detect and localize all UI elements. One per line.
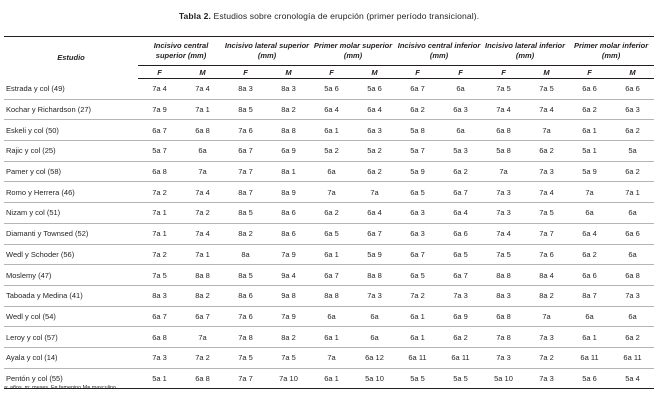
sex-header: M — [267, 66, 310, 79]
eruption-value: 8a 7 — [224, 182, 267, 203]
study-name: Eskeli y col (50) — [4, 120, 138, 141]
study-name: Pamer y col (58) — [4, 161, 138, 182]
eruption-value: 7a 3 — [138, 347, 181, 368]
eruption-value: 6a — [439, 120, 482, 141]
eruption-value: 6a — [568, 203, 611, 224]
eruption-value: 7a 2 — [138, 244, 181, 265]
eruption-value: 6a 2 — [439, 327, 482, 348]
eruption-value: 5a 10 — [353, 368, 396, 389]
eruption-value: 7a 6 — [224, 120, 267, 141]
study-name: Pentón y col (55) — [4, 368, 138, 389]
eruption-value: 7a 8 — [482, 327, 525, 348]
eruption-value: 8a 8 — [310, 285, 353, 306]
eruption-value: 7a 6 — [224, 306, 267, 327]
eruption-value: 7a 7 — [525, 223, 568, 244]
eruption-value: 7a 3 — [482, 347, 525, 368]
eruption-value: 6a 6 — [611, 223, 654, 244]
study-name: Leroy y col (57) — [4, 327, 138, 348]
eruption-value: 6a 7 — [353, 223, 396, 244]
eruption-value: 8a 6 — [267, 203, 310, 224]
sex-header: F — [310, 66, 353, 79]
eruption-value: 6a 2 — [310, 203, 353, 224]
footnote: a: años. m: meses. F= femenino M= masculino — [4, 385, 117, 391]
table-row — [4, 203, 654, 224]
eruption-value: 6a 8 — [482, 306, 525, 327]
eruption-value: 7a 5 — [224, 347, 267, 368]
eruption-value: 7a 1 — [611, 182, 654, 203]
table-row — [4, 120, 654, 141]
eruption-value: 8a 2 — [181, 285, 224, 306]
table-row — [4, 79, 654, 100]
eruption-value: 5a 3 — [439, 141, 482, 162]
eruption-value: 7a 3 — [525, 161, 568, 182]
eruption-value: 9a 4 — [267, 265, 310, 286]
eruption-value: 7a — [181, 161, 224, 182]
eruption-value: 7a 4 — [482, 99, 525, 120]
study-name: Ayala y col (14) — [4, 347, 138, 368]
eruption-value: 6a 3 — [396, 203, 439, 224]
eruption-value: 5a 1 — [138, 368, 181, 389]
eruption-value: 7a 3 — [482, 203, 525, 224]
eruption-value: 8a 3 — [482, 285, 525, 306]
eruption-value: 7a 4 — [525, 99, 568, 120]
eruption-value: 7a 7 — [224, 161, 267, 182]
eruption-value: 6a 5 — [396, 182, 439, 203]
eruption-value: 8a 8 — [181, 265, 224, 286]
study-name: Kochar y Richardson (27) — [4, 99, 138, 120]
table-row — [4, 161, 654, 182]
eruption-value: 8a 2 — [267, 99, 310, 120]
eruption-value: 8a 3 — [224, 79, 267, 100]
eruption-value: 7a 2 — [525, 347, 568, 368]
sex-header: M — [525, 66, 568, 79]
eruption-value: 8a 1 — [267, 161, 310, 182]
eruption-value: 7a 2 — [181, 203, 224, 224]
eruption-value: 6a 7 — [138, 306, 181, 327]
group-header: Incisivo lateral superior (mm) — [224, 37, 310, 66]
eruption-value: 6a 7 — [138, 120, 181, 141]
eruption-value: 8a 8 — [353, 265, 396, 286]
eruption-value: 6a 7 — [310, 265, 353, 286]
eruption-value: 6a 2 — [353, 161, 396, 182]
table-row — [4, 223, 654, 244]
eruption-value: 6a 5 — [439, 244, 482, 265]
table-row — [4, 99, 654, 120]
eruption-value: 7a 3 — [439, 285, 482, 306]
group-header: Primer molar superior (mm) — [310, 37, 396, 66]
eruption-value: 6a 4 — [353, 99, 396, 120]
eruption-value: 6a — [353, 327, 396, 348]
eruption-value: 6a 8 — [482, 120, 525, 141]
sex-header: F — [439, 66, 482, 79]
eruption-value: 7a 2 — [138, 182, 181, 203]
eruption-value: 5a 5 — [396, 368, 439, 389]
eruption-value: 6a — [611, 306, 654, 327]
eruption-value: 7a 5 — [525, 79, 568, 100]
study-name: Nizam y col (51) — [4, 203, 138, 224]
eruption-value: 8a — [224, 244, 267, 265]
eruption-value: 6a — [310, 161, 353, 182]
eruption-value: 6a 9 — [439, 306, 482, 327]
eruption-value: 8a 5 — [224, 203, 267, 224]
eruption-value: 8a 8 — [482, 265, 525, 286]
eruption-value: 6a — [439, 79, 482, 100]
eruption-value: 7a 3 — [525, 368, 568, 389]
eruption-value: 6a — [181, 141, 224, 162]
eruption-value: 6a 8 — [138, 161, 181, 182]
eruption-value: 5a 5 — [439, 368, 482, 389]
eruption-value: 6a 2 — [611, 120, 654, 141]
table-row — [4, 141, 654, 162]
study-name: Romo y Herrera (46) — [4, 182, 138, 203]
eruption-value: 6a 7 — [181, 306, 224, 327]
sex-header: F — [482, 66, 525, 79]
eruption-value: 6a 3 — [396, 223, 439, 244]
eruption-value: 8a 6 — [224, 285, 267, 306]
eruption-table — [4, 36, 654, 389]
eruption-value: 6a 3 — [611, 99, 654, 120]
eruption-value: 7a — [353, 182, 396, 203]
eruption-value: 7a — [181, 327, 224, 348]
eruption-value: 5a 8 — [396, 120, 439, 141]
group-header: Incisivo lateral inferior (mm) — [482, 37, 568, 66]
eruption-value: 7a 5 — [482, 244, 525, 265]
eruption-value: 6a 7 — [439, 265, 482, 286]
table-row — [4, 244, 654, 265]
eruption-value: 8a 3 — [138, 285, 181, 306]
study-header: Estudio — [4, 37, 138, 79]
eruption-value: 7a 10 — [267, 368, 310, 389]
study-name: Rajic y col (25) — [4, 141, 138, 162]
eruption-value: 6a 8 — [611, 265, 654, 286]
eruption-value: 7a 2 — [396, 285, 439, 306]
table-row — [4, 285, 654, 306]
eruption-value: 6a 5 — [396, 265, 439, 286]
eruption-value: 5a 9 — [396, 161, 439, 182]
eruption-value: 8a 3 — [267, 79, 310, 100]
sex-header: M — [181, 66, 224, 79]
eruption-value: 8a 4 — [525, 265, 568, 286]
eruption-value: 7a — [482, 161, 525, 182]
eruption-value: 5a 6 — [568, 368, 611, 389]
eruption-value: 7a 4 — [138, 79, 181, 100]
eruption-value: 5a 9 — [568, 161, 611, 182]
eruption-value: 6a 2 — [568, 244, 611, 265]
eruption-value: 8a 2 — [525, 285, 568, 306]
eruption-value: 6a 7 — [396, 79, 439, 100]
eruption-value: 6a 6 — [439, 223, 482, 244]
sex-header: F — [568, 66, 611, 79]
eruption-value: 6a 11 — [439, 347, 482, 368]
eruption-value: 8a 8 — [267, 120, 310, 141]
eruption-value: 6a 12 — [353, 347, 396, 368]
eruption-value: 7a 9 — [138, 99, 181, 120]
eruption-value: 6a 1 — [568, 120, 611, 141]
eruption-value: 8a 6 — [267, 223, 310, 244]
table-row — [4, 327, 654, 348]
eruption-value: 7a — [568, 182, 611, 203]
table-row — [4, 347, 654, 368]
eruption-value: 8a 7 — [568, 285, 611, 306]
eruption-value: 7a 5 — [267, 347, 310, 368]
eruption-value: 5a 4 — [611, 368, 654, 389]
eruption-value: 7a 7 — [224, 368, 267, 389]
eruption-value: 7a — [525, 120, 568, 141]
eruption-value: 6a 7 — [224, 141, 267, 162]
eruption-value: 6a 4 — [568, 223, 611, 244]
eruption-value: 6a 2 — [611, 161, 654, 182]
group-header: Incisivo central superior (mm) — [138, 37, 224, 66]
eruption-value: 7a — [310, 182, 353, 203]
eruption-value: 8a 2 — [267, 327, 310, 348]
eruption-value: 6a — [611, 203, 654, 224]
eruption-value: 6a 2 — [611, 327, 654, 348]
eruption-value: 6a 9 — [267, 141, 310, 162]
eruption-value: 6a 1 — [396, 306, 439, 327]
study-name: Wedl y Schoder (56) — [4, 244, 138, 265]
eruption-value: 6a 4 — [310, 99, 353, 120]
table-row — [4, 306, 654, 327]
eruption-value: 6a 2 — [568, 99, 611, 120]
sex-header: F — [138, 66, 181, 79]
eruption-value: 6a 11 — [396, 347, 439, 368]
group-header: Primer molar inferior (mm) — [568, 37, 654, 66]
eruption-value: 6a 4 — [353, 203, 396, 224]
table-row — [4, 265, 654, 286]
eruption-value: 7a 1 — [138, 223, 181, 244]
eruption-value: 5a 1 — [568, 141, 611, 162]
eruption-value: 7a — [310, 347, 353, 368]
study-name: Estrada y col (49) — [4, 79, 138, 100]
eruption-value: 5a 9 — [353, 244, 396, 265]
eruption-value: 6a 5 — [310, 223, 353, 244]
table-caption — [0, 11, 658, 21]
caption-label: Tabla 2. — [178, 11, 211, 21]
eruption-value: 6a 3 — [353, 120, 396, 141]
eruption-value: 6a 1 — [310, 368, 353, 389]
eruption-value: 6a 8 — [138, 327, 181, 348]
header-row — [4, 37, 654, 66]
eruption-value: 7a 4 — [181, 182, 224, 203]
eruption-value: 7a 1 — [138, 203, 181, 224]
eruption-value: 6a 7 — [396, 244, 439, 265]
eruption-value: 9a 8 — [267, 285, 310, 306]
sex-header: F — [396, 66, 439, 79]
eruption-value: 7a 2 — [181, 347, 224, 368]
eruption-value: 7a 4 — [525, 182, 568, 203]
eruption-value: 8a 5 — [224, 99, 267, 120]
eruption-value: 7a 5 — [138, 265, 181, 286]
eruption-value: 7a 1 — [181, 244, 224, 265]
eruption-value: 6a 8 — [181, 120, 224, 141]
eruption-value: 6a — [353, 306, 396, 327]
eruption-value: 6a 8 — [181, 368, 224, 389]
table-body — [4, 79, 654, 389]
eruption-value: 6a 6 — [568, 79, 611, 100]
eruption-value: 7a 9 — [267, 306, 310, 327]
eruption-value: 5a 8 — [482, 141, 525, 162]
eruption-value: 6a 4 — [439, 203, 482, 224]
eruption-value: 7a 5 — [482, 79, 525, 100]
sex-header: F — [224, 66, 267, 79]
study-name: Diamanti y Townsed (52) — [4, 223, 138, 244]
eruption-value: 5a 2 — [353, 141, 396, 162]
eruption-value: 6a 6 — [611, 79, 654, 100]
eruption-value: 6a — [568, 306, 611, 327]
eruption-value: 7a 4 — [482, 223, 525, 244]
eruption-value: 6a 11 — [611, 347, 654, 368]
eruption-value: 7a 8 — [224, 327, 267, 348]
eruption-value: 5a 7 — [138, 141, 181, 162]
eruption-value: 6a 1 — [568, 327, 611, 348]
eruption-value: 7a 5 — [525, 203, 568, 224]
eruption-value: 5a 7 — [396, 141, 439, 162]
eruption-value: 6a 6 — [568, 265, 611, 286]
eruption-value: 7a 4 — [181, 223, 224, 244]
eruption-value: 7a 6 — [525, 244, 568, 265]
eruption-value: 5a 2 — [310, 141, 353, 162]
eruption-value: 5a 6 — [353, 79, 396, 100]
eruption-value: 7a — [525, 306, 568, 327]
sex-header: M — [611, 66, 654, 79]
eruption-value: 7a 9 — [267, 244, 310, 265]
eruption-value: 6a — [611, 244, 654, 265]
eruption-value: 6a 2 — [525, 141, 568, 162]
eruption-value: 6a — [310, 306, 353, 327]
eruption-value: 7a 3 — [482, 182, 525, 203]
eruption-value: 6a 2 — [439, 161, 482, 182]
eruption-value: 6a 1 — [396, 327, 439, 348]
caption-text: Estudios sobre cronología de erupción (primer período transicional). — [213, 11, 480, 21]
eruption-value: 6a 1 — [310, 244, 353, 265]
group-header: Incisivo central inferior (mm) — [396, 37, 482, 66]
eruption-value: 7a 3 — [353, 285, 396, 306]
eruption-value: 5a 6 — [310, 79, 353, 100]
eruption-value: 6a 11 — [568, 347, 611, 368]
eruption-value: 7a 3 — [525, 327, 568, 348]
eruption-value: 5a 10 — [482, 368, 525, 389]
eruption-value: 7a 1 — [181, 99, 224, 120]
eruption-value: 6a 1 — [310, 120, 353, 141]
study-name: Moslemy (47) — [4, 265, 138, 286]
eruption-value: 5a — [611, 141, 654, 162]
eruption-value: 6a 1 — [310, 327, 353, 348]
eruption-value: 6a 3 — [439, 99, 482, 120]
eruption-value: 8a 2 — [224, 223, 267, 244]
eruption-value: 6a 2 — [396, 99, 439, 120]
eruption-value: 6a 7 — [439, 182, 482, 203]
eruption-value: 8a 5 — [224, 265, 267, 286]
study-name: Wedl y col (54) — [4, 306, 138, 327]
sex-header: M — [353, 66, 396, 79]
eruption-value: 7a 4 — [181, 79, 224, 100]
eruption-value: 7a 3 — [611, 285, 654, 306]
table-row — [4, 182, 654, 203]
study-name: Taboada y Medina (41) — [4, 285, 138, 306]
eruption-value: 8a 9 — [267, 182, 310, 203]
